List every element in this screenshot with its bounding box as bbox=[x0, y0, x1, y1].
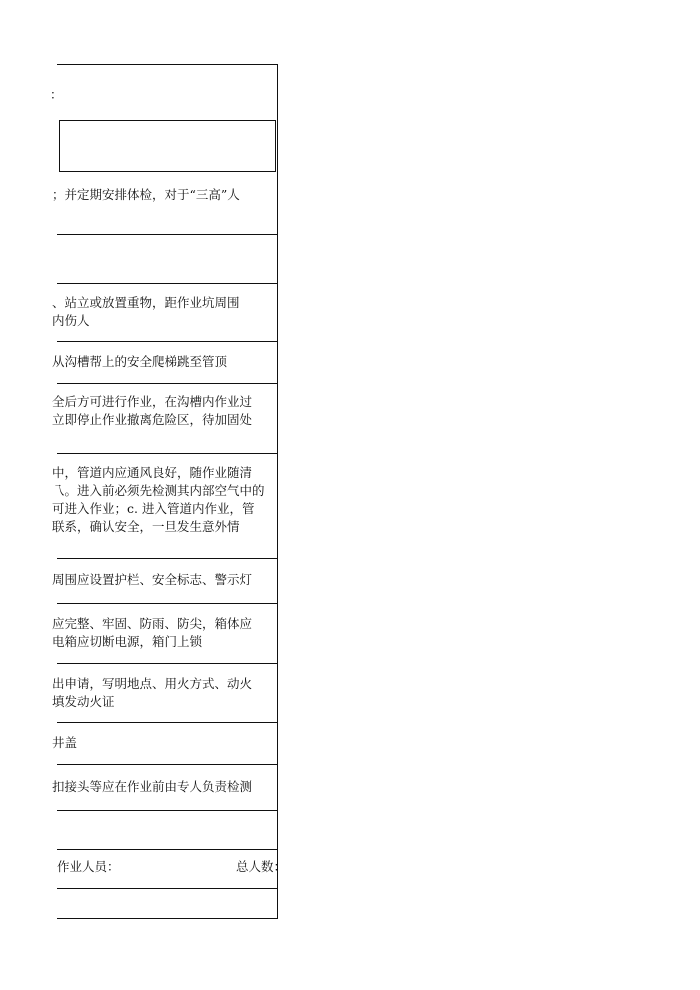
table-rule bbox=[57, 764, 278, 765]
row-text: 全后方可进行作业，在沟槽内作业过 bbox=[52, 394, 253, 409]
title-box bbox=[59, 120, 276, 172]
table-rule bbox=[57, 341, 278, 342]
header-fragment bbox=[50, 86, 276, 104]
row-text: 、站立或放置重物，距作业坑周围 bbox=[52, 295, 240, 310]
table-rule bbox=[57, 663, 278, 664]
row-text: 从沟槽帮上的安全爬梯跳至管顶 bbox=[52, 354, 228, 369]
table-row bbox=[52, 778, 278, 796]
table-row bbox=[52, 464, 278, 536]
row-text: 联系，确认安全，一旦发生意外情 bbox=[52, 519, 240, 534]
table-rule bbox=[57, 283, 278, 284]
row-text: 乁。进入前必须先检测其内部空气中的 bbox=[52, 483, 265, 498]
row-text: 可进入作业；c. 进入管道内作业，管 bbox=[52, 501, 255, 516]
row-text: 应完整、牢固、防雨、防尖，箱体应 bbox=[52, 616, 253, 631]
table-rule bbox=[57, 453, 278, 454]
row-text: 中，管道内应通风良好，随作业随清 bbox=[52, 465, 253, 480]
row-text: 填发动火证 bbox=[52, 694, 115, 709]
table-rule bbox=[57, 888, 278, 889]
table-rule bbox=[57, 849, 278, 850]
row-text: 井盖 bbox=[52, 735, 78, 750]
table-rule bbox=[57, 918, 278, 919]
workers-label-text: 作业人员： bbox=[57, 859, 120, 874]
table-rule bbox=[57, 810, 278, 811]
header-fragment-text: ： bbox=[50, 87, 63, 102]
row-text: 出申请，写明地点、用火方式、动火 bbox=[52, 676, 253, 691]
table-rule bbox=[57, 64, 278, 65]
table-row bbox=[52, 571, 278, 589]
table-row bbox=[52, 675, 278, 711]
row-text: 电箱应切断电源，箱门上锁 bbox=[52, 634, 203, 649]
table-rule bbox=[57, 234, 278, 235]
table-rule bbox=[57, 603, 278, 604]
table-rule bbox=[57, 383, 278, 384]
row-text: 扣接头等应在作业前由专人负责检测 bbox=[52, 779, 253, 794]
row-text: 内伤人 bbox=[52, 313, 90, 328]
table-row bbox=[52, 186, 278, 204]
row-text: 立即停止作业撤离危险区，待加固处 bbox=[52, 412, 253, 427]
table-rule bbox=[57, 722, 278, 723]
table-row bbox=[52, 294, 278, 330]
total-count-label bbox=[236, 858, 287, 876]
row-text: 周围应设置护栏、安全标志、警示灯 bbox=[52, 572, 253, 587]
table-row bbox=[52, 353, 278, 371]
row-text: ；并定期安排体检，对于“三高”人 bbox=[52, 187, 240, 202]
table-row bbox=[52, 615, 278, 651]
total-count-label-text: 总人数： bbox=[236, 859, 287, 874]
table-rule bbox=[57, 558, 278, 559]
workers-label bbox=[57, 858, 177, 876]
table-row bbox=[52, 393, 278, 429]
table-row bbox=[52, 734, 278, 752]
